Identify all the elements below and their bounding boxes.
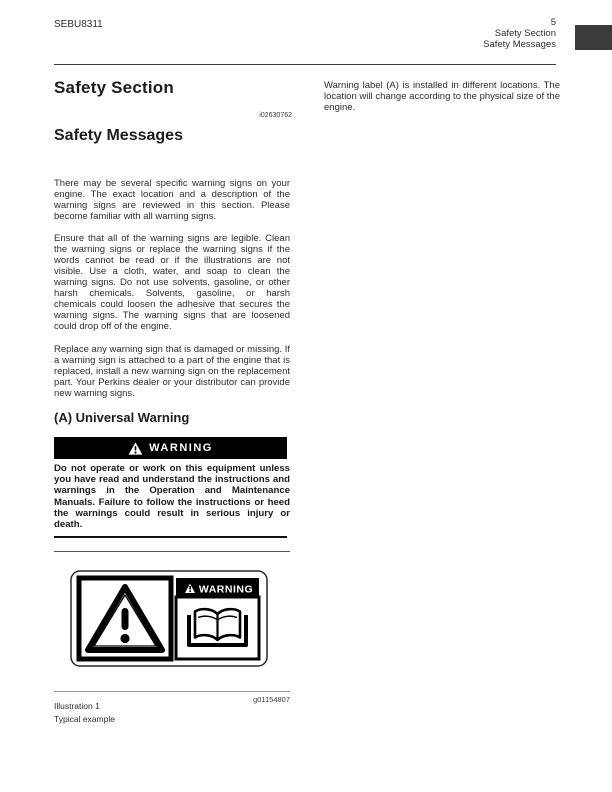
warning-box-bottom-rule (54, 536, 287, 538)
header-section-label: Safety Section (494, 27, 556, 39)
graphic-number: g01154807 (253, 695, 290, 704)
page-header-right (483, 18, 556, 50)
illustration-subcaption: Typical example (54, 714, 115, 724)
header-subsection-label: Safety Messages (483, 38, 556, 50)
paragraph: Replace any warning sign that is damaged or missing. If a warning sign is attached to a part of the engine that is replaced, install a new warning sign on the replacement part. Your Perkins dealer or your distributor can provide new warning signs. (54, 344, 290, 399)
warning-banner (54, 437, 287, 459)
warning-triangle-icon (128, 442, 143, 455)
illustration-universal-warning-label (70, 570, 268, 672)
subsection-title: Safety Messages (54, 127, 183, 144)
paragraph: Ensure that all of the warning signs are legible. Clean the warning signs or replace the warning signs if the words cannot be read or if the illustrations are not visible. Use a cloth, water, and soap to clean the warning signs. Do not use solvents, gasoline, or other harsh chemicals. Solvents, gasoline, or harsh chemicals could loosen the adhesive that secures the warning signs. The warning signs that are loosened could drop off of the engine. (54, 233, 290, 332)
paragraph: There may be several specific warning signs on your engine. The exact location and a description of the warning signs are reviewed in this section. Please become familiar with all warning signs. (54, 178, 290, 222)
book-panel (176, 578, 259, 659)
section-divider (54, 551, 290, 552)
warning-body-text: Do not operate or work on this equipment unless you have read and understand the instructions and warnings in the Operation and Maintenance Manuals. Failure to follow the instructions or heed the warnings could result in serious injury or death. (54, 463, 290, 531)
caption-divider (54, 691, 290, 692)
illustration-caption: Illustration 1 (54, 701, 100, 711)
subheading-universal-warning: (A) Universal Warning (54, 410, 190, 425)
document-code: SEBU8311 (54, 19, 103, 30)
warning-label-figure (70, 570, 268, 667)
section-title: Safety Section (54, 78, 174, 97)
media-number: i02630762 (259, 112, 292, 119)
paragraph: Warning label (A) is installed in different locations. The location will change according to the physical size of the engine. (324, 80, 560, 113)
page-number: 5 (550, 17, 556, 28)
header-divider (54, 64, 556, 65)
warning-banner-label: WARNING (149, 442, 213, 454)
triangle-panel (79, 578, 171, 659)
edge-thumb-tab (575, 25, 612, 50)
panel-warning-label: WARNING (198, 583, 254, 596)
